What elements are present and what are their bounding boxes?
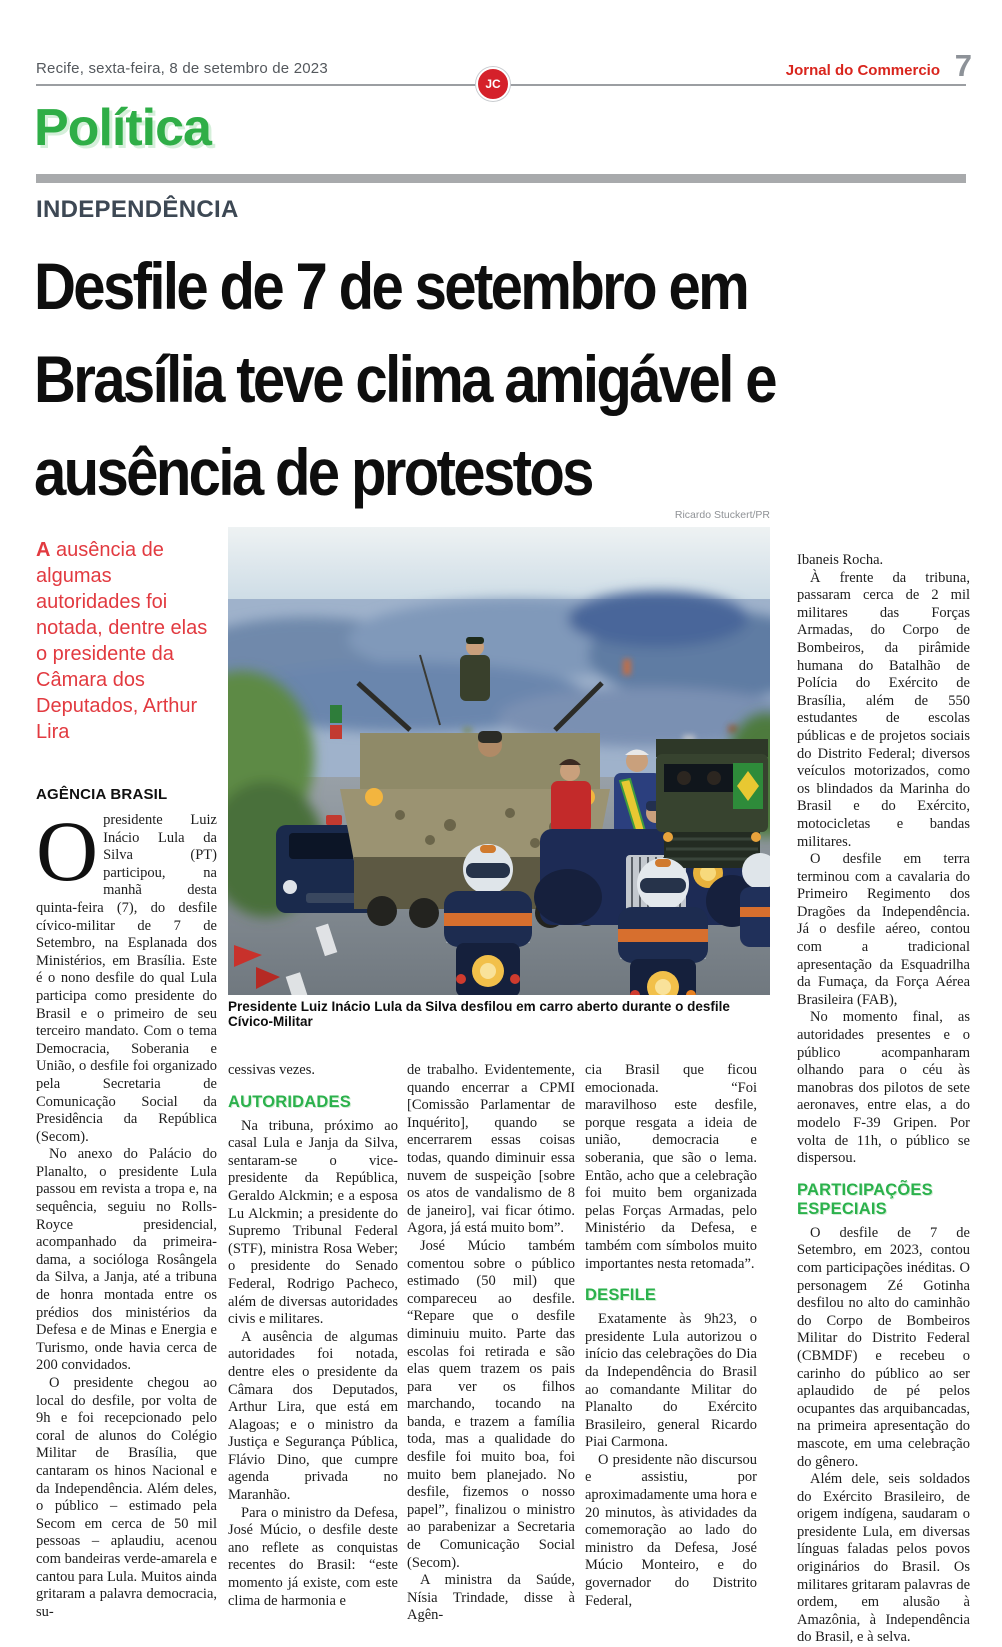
photo-credit: Ricardo Stuckert/PR	[674, 509, 770, 521]
byline: AGÊNCIA BRASIL	[36, 786, 168, 803]
paragraph: O desfile em terra terminou com a cavalaria do Primeiro Regimento dos Dragões da Independência. Já o desfile aéreo, contou com a tradicional apresentação da Esquadrilha da Fumaça, da Força Aérea Brasileira (FAB),	[797, 851, 970, 1008]
article-column-4	[585, 1062, 757, 1610]
paragraph: A ausência de algumas autoridades foi notada, dentre eles o presidente da Câmara dos Deputados, Arthur Lira, que está em Alagoas; e o ministro da Justiça e Segurança Pública, Flávio Dino, que cumpre agenda privada no Maranhão.	[228, 1328, 398, 1504]
paragraph: O presidente não discursou e assistiu, por aproximadamente uma hora e 20 minutos, às atividades da comemoração ao lado do ministro da Defesa, José Múcio Monteiro, e do governador do Distrito Federal,	[585, 1451, 757, 1609]
paragraph: Exatamente às 9h23, o presidente Lula autorizou o início das celebrações do Dia da Independência do Brasil ao comandante Militar do Planalto do Exército Brasileiro, general Ricardo Piai Carmona.	[585, 1311, 757, 1451]
paragraph: A ministra da Saúde, Nísia Trindade, disse à Agên-	[407, 1572, 575, 1624]
drop-cap: O	[36, 803, 99, 899]
headline-line: Desfile de 7 de setembro em	[34, 249, 748, 323]
lede-text: ausência de algumas autoridades foi notada, dentre elas o presidente da Câmara dos Deputados, Arthur Lira	[36, 539, 208, 743]
lede	[36, 537, 220, 745]
subhead-desfile: DESFILE	[585, 1286, 657, 1305]
parade-photo	[228, 527, 770, 995]
paragraph: No momento final, as autoridades presentes e o público acompanharam olhando para o céu às manobras dos pilotos de sete aeronaves, entre elas, a do modelo F-39 Gripen. Por volta de 11h, o público se dispersou.	[797, 1009, 970, 1167]
headline-line: ausência de protestos	[34, 435, 592, 509]
paragraph: O desfile de 7 de Setembro, em 2023, contou com participações inéditas. O personagem Zé Gotinha desfilou no alto do caminhão do Corpo de Bombeiros Militar do Distrito Federal (CBMDF) e recebeu o carinho do público ao ser aplaudido de pé pelos ocupantes das arquibancadas, na primeira apresentação do mascote, em uma celebração do gênero.	[797, 1224, 970, 1470]
photo-caption: Presidente Luiz Inácio Lula da Silva desfilou em carro aberto durante o desfile Cívico-Militar	[228, 999, 730, 1029]
masthead: Jornal do Commercio	[785, 62, 940, 79]
paragraph: cia Brasil que ficou emocionada. “Foi maravilhoso este desfile, porque resgata a ideia de união, democracia e soberania, que são o lema. Então, acho que a celebração foi muito bem organizada pelas Forças Armadas, pelo Ministério da Defesa, e também com símbolos muito importantes nesta retomada”.	[585, 1062, 757, 1272]
paragraph: No anexo do Palácio do Planalto, o presidente Lula passou em revista a tropa e, na sequência, seguiu no Rolls-Royce presidencial, acompanhado da primeira-dama, a socióloga Rosângela da Silva, a Janja, até a tribuna de honra montada entre os prédios dos ministérios da Defesa e de Minas e Energia e Turismo, onde havia cerca de 200 convidados.	[36, 1146, 217, 1374]
subhead-participacoes-especiais: PARTICIPAÇÕES ESPECIAIS	[797, 1180, 933, 1218]
section-divider-bar	[36, 174, 966, 183]
paragraph: Ibaneis Rocha.	[797, 552, 884, 568]
jc-logo-icon: JC	[476, 67, 510, 101]
headline-line: Brasília teve clima amigável e	[34, 342, 775, 416]
paragraph: Opresidente Luiz Inácio Lula da Silva (PT) participou, na manhã desta quinta-feira (7), do desfile cívico-militar de 7 de Setembro, na Esplanada dos Ministérios, em Brasília. Este é o nono desfile do qual Lula participa como presidente do Brasil e o primeiro de seu terceiro mandato. Com o tema Democracia, Soberania e União, o desfile foi organizado pela Secretaria de Comunicação Social da Presidência da República (Secom).	[36, 803, 217, 1145]
paragraph: O presidente chegou ao local do desfile, por volta de 9h e foi recepcionado pelo coral de alunos do Colégio Militar de Brasília, que cantaram os hinos Nacional e da Independência. Além deles, o público – estimado pela Secom em cerca de 50 mil pessoas – aplaudiu, acenou com bandeiras verde-amarela e cantou para Lula. Muitos ainda gritaram a palavra democracia, su-	[36, 1375, 217, 1620]
article-column-5	[797, 552, 970, 1647]
headline	[34, 240, 980, 519]
paragraph: cessivas vezes.	[228, 1062, 315, 1078]
article-column-2	[228, 1062, 398, 1610]
paragraph: Além dele, seis soldados do Exército Brasileiro, de origem indígena, saudaram o presidente Lula, em diversas línguas faladas pelos povos originários do Brasil. Os militares gritaram palavras de ordem, em alusão à Amazônia, à Independência do Brasil, e à selva.	[797, 1471, 970, 1646]
section-title: Política	[34, 99, 211, 157]
paragraph: José Múcio também comentou sobre o público estimado (50 mil) que compareceu ao desfile. “Repare que o desfile diminuiu muito. Parte das escolas foi retirada e são elas quem trazem os pais para ver os filhos marchando, tocando na banda, e trazem a família toda, mas a qualidade do desfile foi muito boa, foi muito bem planejado. No desfile, fizemos o nosso papel”, finalizou o ministro ao parabenizar a Secretaria de Comunicação Social (Secom).	[407, 1237, 575, 1571]
article-column-3	[407, 1062, 575, 1625]
kicker: INDEPENDÊNCIA	[36, 196, 239, 223]
dateline: Recife, sexta-feira, 8 de setembro de 2023	[36, 60, 328, 77]
subhead-autoridades: AUTORIDADES	[228, 1092, 351, 1111]
page-number: 7	[954, 48, 972, 83]
paragraph: À frente da tribuna, passaram cerca de 2 mil militares das Forças Armadas, do Corpo de Bombeiros, da pirâmide humana do Batalhão de Polícia do Exército de Brasília, além de 550 estudantes de escolas públicas e de projetos sociais do Distrito Federal; diversos veículos motorizados, como os blindados da Marinha do Brasil e do Exército, motocicletas e bandas militares.	[797, 569, 970, 850]
paragraph: Para o ministro da Defesa, José Múcio, o desfile deste ano reflete as conquistas recentes do Brasil: “este momento já existe, com este clima de harmonia e	[228, 1504, 398, 1609]
lede-lead-in: A	[36, 539, 51, 561]
article-column-1	[36, 803, 217, 1621]
paragraph: Na tribuna, próximo ao casal Lula e Janja da Silva, sentaram-se o vice-presidente da República, Geraldo Alckmin; e a esposa Lu Alckmin; a presidente do Supremo Tribunal Federal (STF), ministra Rosa Weber; o presidente do Senado Federal, Rodrigo Pacheco, além de diversas autoridades civis e militares.	[228, 1117, 398, 1328]
parade-photo-illustration	[228, 527, 770, 995]
paragraph: de trabalho. Evidentemente, quando encerrar a CPMI [Comissão Parlamentar de Inquérito], quando se encerrarem essas coisas todas, quando diminuir essa nuvem de suspeição [sobre os atos de vandalismo de 8 de janeiro], vai ficar ótimo. Agora, já está muito bom”.	[407, 1062, 575, 1237]
